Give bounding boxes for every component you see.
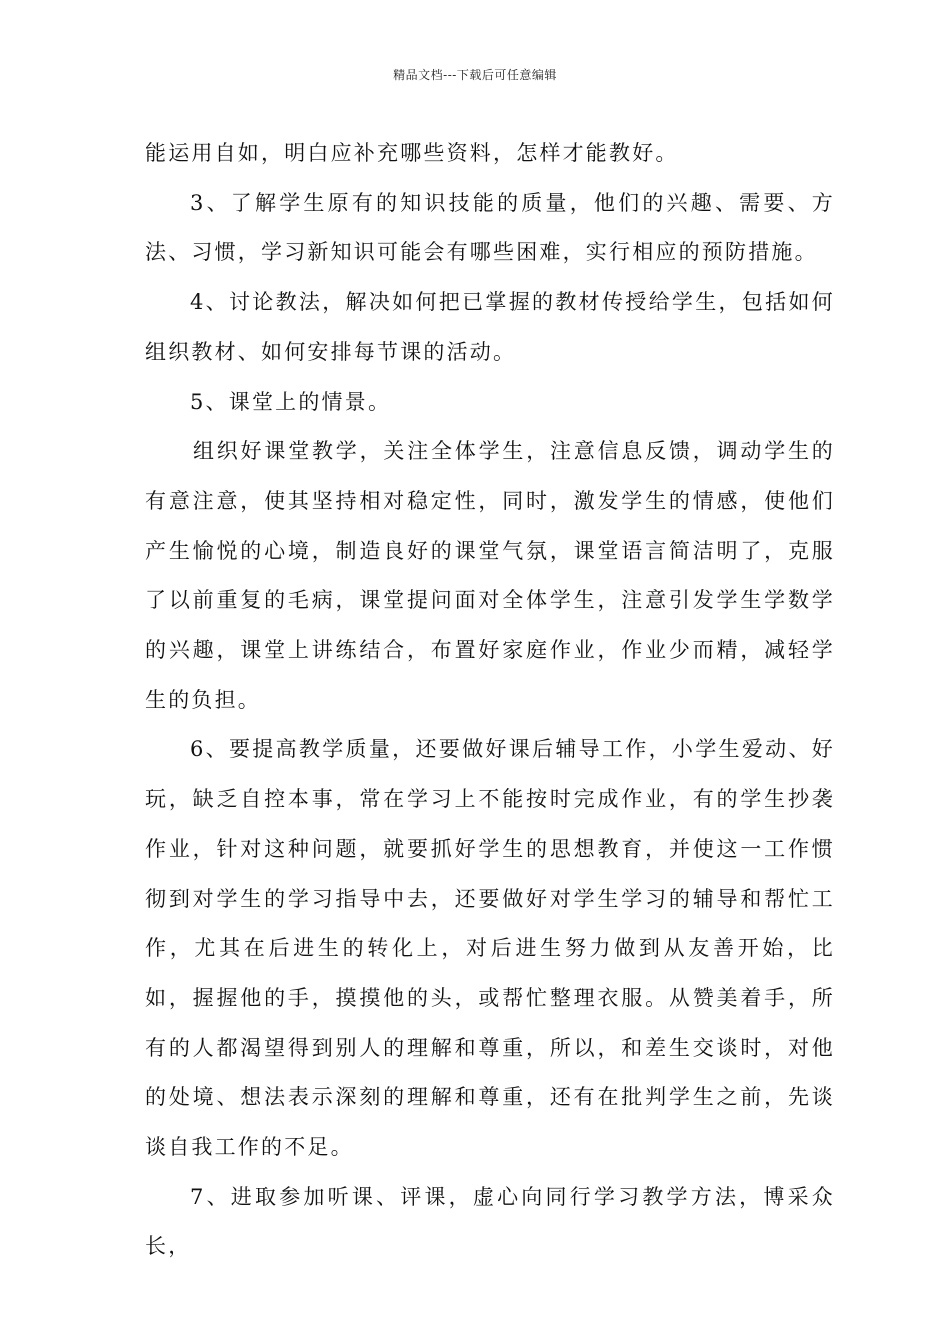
paragraph-item-4: 4、讨论教法，解决如何把已掌握的教材传授给学生，包括如何组织教材、如何安排每节课的活动。 <box>145 290 835 364</box>
paragraph-item-7: 7、进取参加听课、评课，虚心向同行学习教学方法，博采众长， <box>145 1184 835 1259</box>
paragraph-item-5: 5、课堂上的情景。 <box>190 389 392 414</box>
document-body <box>145 129 835 1272</box>
paragraph-item-3: 3、了解学生原有的知识技能的质量，他们的兴趣、需要、方法、习惯，学习新知识可能会有哪些困难，实行相应的预防措施。 <box>145 190 835 265</box>
paragraph-classroom: 组织好课堂教学，关注全体学生，注意信息反馈，调动学生的有意注意，使其坚持相对稳定性，同时，激发学生的情感，使他们产生愉悦的心境，制造良好的课堂气氛，课堂语言简洁明了，克服了以前重复的毛病，课堂提问面对全体学生，注意引发学生学数学的兴趣，课堂上讲练结合，布置好家庭作业，作业少而精，减轻学生的负担。 <box>145 439 835 712</box>
paragraph-continuation: 能运用自如，明白应补充哪些资料，怎样才能教好。 <box>145 141 679 165</box>
page-header: 精品文档---下载后可任意编辑 <box>393 68 557 82</box>
paragraph-item-6: 6、要提高教学质量，还要做好课后辅导工作，小学生爱动、好玩，缺乏自控本事，常在学习上不能按时完成作业，有的学生抄袭作业，针对这种问题，就要抓好学生的思想教育，并使这一工作惯彻到对学生的学习指导中去，还要做好对学生学习的辅导和帮忙工作，尤其在后进生的转化上，对后进生努力做到从友善开始，比如，握握他的手，摸摸他的头，或帮忙整理衣服。从赞美着手，所有的人都渴望得到别人的理解和尊重，所以，和差生交谈时，对他的处境、想法表示深刻的理解和尊重，还有在批判学生之前，先谈谈自我工作的不足。 <box>145 737 835 1160</box>
